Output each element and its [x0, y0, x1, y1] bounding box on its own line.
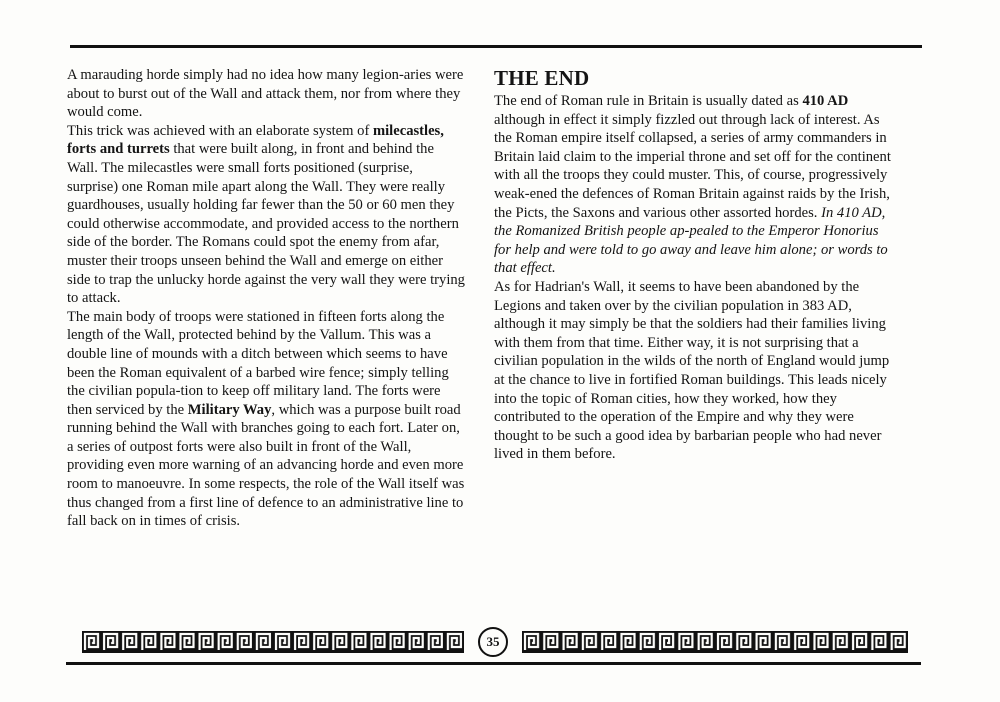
italic-quote: In 410 AD, the Romanized British people ap-pealed to the Emperor Honorius for help and were told to go away and leave him alone; or words to that effect.: [494, 204, 888, 277]
text-run: , which was a purpose built road running behind the Wall with branches going to each fort. Later on, a series of outpost forts were also built in front of the Wall, providing even more warning of an advancing horde and even more room to manoeuvre. In some respects, the role of the Wall itself was thus changed from a first line of defence to an administrative line to fall back on in times of crisis.: [67, 401, 465, 530]
bottom-rule: [66, 662, 921, 665]
paragraph-end-of-rule: [494, 92, 898, 278]
greek-key-border-icon: [82, 631, 464, 653]
text-run: This trick was achieved with an elaborate system of: [67, 122, 373, 139]
footer: [82, 627, 908, 657]
paragraph-hadrians-wall: As for Hadrian's Wall, it seems to have been abandoned by the Legions and taken over by the civilian population in 383 AD, although it may simply be that the soldiers had their families living with them from that time. Either way, it is not surprising that a civilian population in the wilds of the north of England would jump at the chance to live in fortified Roman buildings. This leads nicely into the topic of Roman cities, how they worked, how they contributed to the operation of the Empire and why they were thought to be such a good idea by barbarian people who had never lived in them before.: [494, 278, 890, 463]
left-column: [67, 66, 467, 531]
page-number: 35: [478, 627, 508, 657]
text-run: The main body of troops were stationed in fifteen forts along the length of the Wall, protected behind by the Vallum. This was a double line of mounds with a ditch between which seems to have been the Roman equivalent of a barbed wire fence; simply telling the civilian popula-tion to keep off military land. The forts were then serviced by the: [67, 308, 449, 418]
paragraph-milecastles: [67, 122, 467, 308]
text-run: The end of Roman rule in Britain is usually dated as: [494, 93, 803, 109]
bold-date: 410 AD: [802, 93, 849, 109]
paragraph-forts: [67, 308, 467, 531]
right-column: [494, 66, 898, 464]
bold-term-military-way: Military Way: [187, 401, 272, 418]
greek-key-border-icon: [522, 631, 908, 653]
section-heading: THE END: [494, 66, 590, 90]
paragraph-horde: A marauding horde simply had no idea how many legion-aries were about to burst out of the Wall and attack them, nor from where they would come.: [67, 67, 464, 121]
top-rule: [70, 45, 922, 48]
text-run: although in effect it simply fizzled out through lack of interest. As the Roman empire itself collapsed, a series of army commanders in Britain laid claim to the imperial throne and set off for the continent with all the troops they could muster. This, of course, progressively weak-ened the defences of Roman Britain against raids by the Irish, the Picts, the Saxons and various other assorted hordes.: [494, 111, 891, 221]
text-run: that were built along, in front and behind the Wall. The milecastles were small forts positioned (surprise, surprise) one Roman mile apart along the Wall. They were really guardhouses, usually holding far fewer than the 50 or 60 men they could otherwise accommodate, and provided access to the northern side of the border. The Romans could spot the enemy from afar, muster their troops unseen behind the Wall and emerge on either side to trap the unlucky horde against the very wall they were trying to attack.: [67, 141, 465, 307]
bold-term-milecastles: milecastles, forts and turrets: [67, 122, 444, 158]
